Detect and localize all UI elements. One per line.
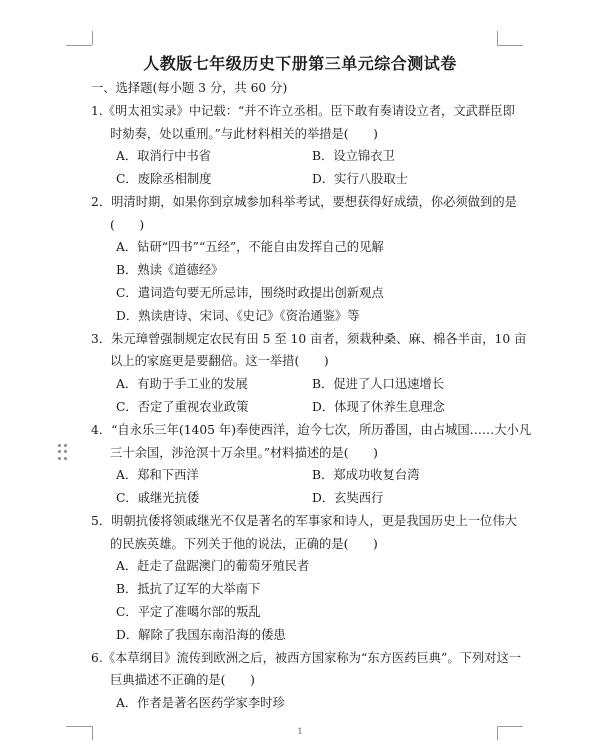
question-4-option-d[interactable]: D．玄奘西行 xyxy=(312,491,384,505)
question-2-option-d[interactable]: D．熟读唐诗、宋词、《史记》《资治通鉴》等 xyxy=(116,309,360,323)
question-4-option-a[interactable]: A．郑和下西洋 xyxy=(116,468,199,482)
crop-mark-top-right xyxy=(497,45,523,46)
question-5-line-1: 5．明朝抗倭将领戚继光不仅是著名的军事家和诗人，更是我国历史上一位伟大 xyxy=(91,514,517,528)
crop-mark-top-left xyxy=(92,31,93,45)
question-1-option-a[interactable]: A．取消行中书省 xyxy=(116,149,211,163)
question-3-option-a[interactable]: A．有助于手工业的发展 xyxy=(116,377,248,391)
question-2-line-2: ( ) xyxy=(110,218,145,232)
question-2-option-a[interactable]: A．钻研“四书”“五经”，不能自由发挥自己的见解 xyxy=(116,240,384,254)
question-1-option-c[interactable]: C．废除丞相制度 xyxy=(116,172,212,186)
crop-mark-top-left xyxy=(66,45,92,46)
question-3-line-1: 3．朱元璋曾强制规定农民有田 5 至 10 亩者，须栽种桑、麻、棉各半亩，10 亩 xyxy=(91,332,527,346)
question-6-line-2: 巨典描述不正确的是( ) xyxy=(110,673,255,687)
page-title: 人教版七年级历史下册第三单元综合测试卷 xyxy=(143,54,457,73)
drag-handle-icon[interactable] xyxy=(58,444,68,460)
question-2-option-c[interactable]: C．遣词造句要无所忌讳，围绕时政提出创新观点 xyxy=(116,286,384,300)
question-6-option-a[interactable]: A．作者是著名医药学家李时珍 xyxy=(116,696,285,710)
question-5-option-b[interactable]: B．抵抗了辽军的大举南下 xyxy=(116,582,261,596)
question-2-line-1: 2．明清时期，如果你到京城参加科举考试，要想获得好成绩，你必须做到的是 xyxy=(91,195,517,209)
question-5-option-d[interactable]: D．解除了我国东南沿海的倭患 xyxy=(116,628,286,642)
question-1-option-d[interactable]: D．实行八股取士 xyxy=(312,172,408,186)
question-1-option-b[interactable]: B．设立锦衣卫 xyxy=(312,149,395,163)
question-3-option-d[interactable]: D．体现了休养生息理念 xyxy=(312,400,445,414)
question-5-option-c[interactable]: C．平定了准噶尔部的叛乱 xyxy=(116,605,261,619)
question-5-line-2: 的民族英雄。下列关于他的说法，正确的是( ) xyxy=(110,537,378,551)
question-4-line-2: 三十余国，涉沧溟十万余里。”材料描述的是( ) xyxy=(110,446,378,460)
question-4-option-c[interactable]: C．戚继光抗倭 xyxy=(116,491,200,505)
question-1-line-2: 时劾奏，处以重刑。”与此材料相关的举措是( ) xyxy=(110,127,378,141)
section-heading: 一、选择题(每小题 3 分，共 60 分) xyxy=(91,81,288,95)
question-2-option-b[interactable]: B．熟读《道德经》 xyxy=(116,263,224,277)
crop-mark-top-right xyxy=(497,31,498,45)
question-4-option-b[interactable]: B．郑成功收复台湾 xyxy=(312,468,420,482)
question-5-option-a[interactable]: A．赶走了盘踞澳门的葡萄牙殖民者 xyxy=(116,559,310,573)
page-number: 1 xyxy=(297,727,303,736)
question-3-line-2: 以上的家庭更是要翻倍。这一举措( ) xyxy=(110,354,329,368)
question-6-line-1: 6.《本草纲目》流传到欧洲之后，被西方国家称为“东方医药巨典”。下列对这一 xyxy=(91,651,522,665)
question-1-line-1: 1.《明太祖实录》中记载：“并不许立丞相。臣下敢有奏请设立者，文武群臣即 xyxy=(91,104,515,118)
question-4-line-1: 4．“自永乐三年(1405 年)奉使西洋，迨今七次，所历番国，由占城国……大小凡 xyxy=(91,423,532,437)
question-3-option-b[interactable]: B．促进了人口迅速增长 xyxy=(312,377,445,391)
question-3-option-c[interactable]: C．否定了重视农业政策 xyxy=(116,400,249,414)
